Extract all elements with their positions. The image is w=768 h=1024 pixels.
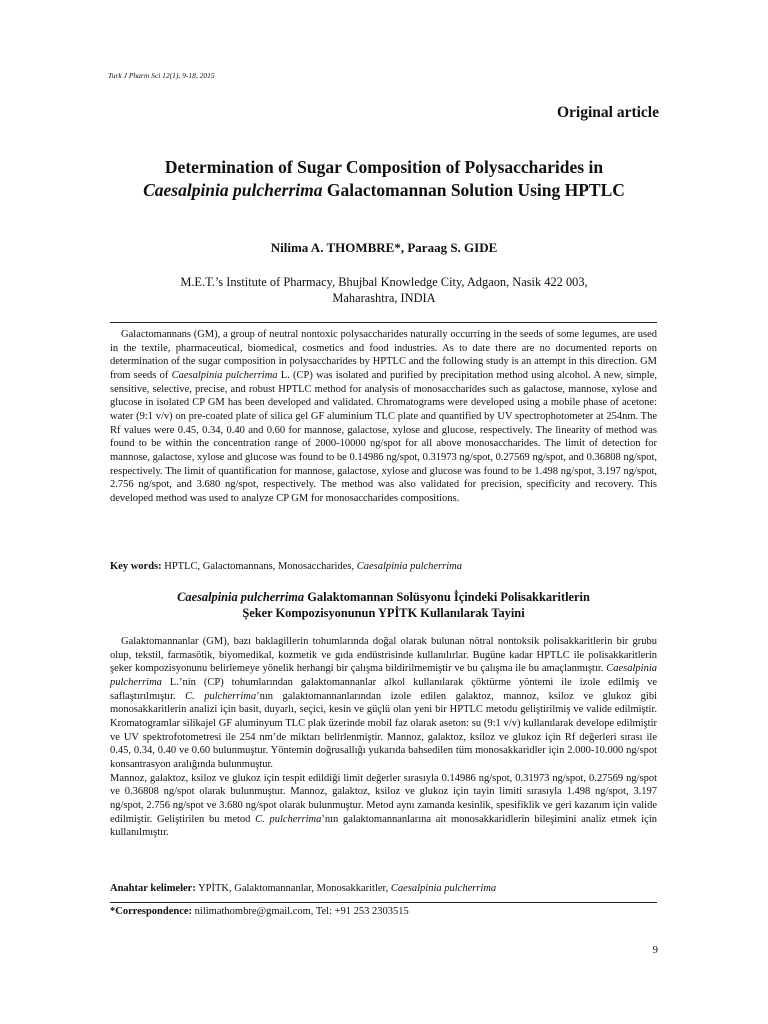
abstract-text-1: Galactomannans (GM), a group of neutral nontoxic polysaccharides naturally occurring in the seeds of some legumes, are used in the textile, pharmaceutical, biomedical, cosmetics and food industries. As to date there are no documented reports on determination of the sugar composition in polysaccharides by HPTLC and the following study is an attempt in this direction. GM from seeds of	[110, 329, 657, 381]
title-species: Caesalpinia pulcherrima	[143, 180, 323, 200]
turkish-keywords-label: Anahtar kelimeler:	[110, 883, 196, 894]
turkish-abstract-species-1: Caesalpinia pulcherrima	[110, 663, 657, 688]
turkish-abstract-paragraph-1	[110, 635, 657, 772]
journal-reference: Turk J Pharm Sci 12(1), 9-18, 2015	[108, 71, 215, 80]
turkish-title-line-1: Galaktomannan Solüsyonu İçindeki Polisakkaritlerin	[304, 590, 590, 604]
english-keywords	[110, 561, 657, 572]
article-type-label: Original article	[556, 104, 659, 121]
abstract-paragraph	[110, 328, 657, 506]
keywords-species: Caesalpinia pulcherrima	[356, 561, 462, 572]
english-abstract	[110, 328, 657, 506]
author-affiliation: M.E.T.’s Institute of Pharmacy, Bhujbal Knowledge City, Adgaon, Nasik 422 003, Maharashtra, INDIA	[180, 275, 588, 305]
turkish-abstract-species-3: C. pulcherrima	[255, 813, 322, 825]
turkish-abstract-text-3: ’nın galaktomannanlarından izole edilen galaktoz, mannoz, ksiloz ve glukoz gibi monosakkaritlerin analizi için basit, duyarlı, seçici, kesin ve güçlü olan yeni bir HPTLC metodu geliştirilmiş ve valide edilmiştir. Kromatogramlar silikajel GF aluminyum TLC plak üzerinde mobil faz olarak aseton: su (9:1 v/v) kullanılarak develope edilmiştir ve UV spektrofotometresi ile 254 nm’de miktarı belirlenmiştir. Mannoz, galaktoz, ksiloz ve glukoz için Rf değerleri sırası ile 0.45, 0.34, 0.40 ve 0.60 bulunmuştur. Yöntemin doğrusallığı yukarıda bahsedilen tüm monosakkaridler için 2.000-10.000 ng/spot konsantrasyon aralığında bulunmuştur.	[110, 690, 657, 770]
turkish-title-species: Caesalpinia pulcherrima	[177, 590, 305, 604]
abstract-text-2: L. (CP) was isolated and purified by precipitation method using alcohol. A new, simple, sensitive, selective, precise, and robust HPTLC method for analysis of monosaccharides such as galactose, mannose, xylose and glucose in isolated CP GM has been developed and validated. Chromatograms were developed using a mobile phase of acetone: water (9:1 v/v) on pre-coated plate of silica gel GF aluminium TLC plate and quantified by UV spectrophotometer at 254nm. The Rf values were 0.45, 0.34, 0.40 and 0.60 for mannose, galactose, xylose and glucose, respectively. The linearity of method was found to be within the concentration range of 2000-10000 ng/spot for all above monosaccharides. The limit of detection for mannose, galactose, xylose and glucose was found to be 0.14986 ng/spot, 0.31973 ng/spot, 0.27569 ng/spot, and 0.36808 ng/spot, respectively. The limit of quantification for mannose, galactose, xylose and glucose was found to be 1.498 ng/spot, 3.197 ng/spot, 2.756 ng/spot, and 3.680 ng/spot, respectively. The method was also validated for precision, specificity and recovery. This developed method was used to analyze CP GM for monosaccharides compositions.	[110, 369, 657, 504]
turkish-abstract-text-5: ’nın galaktomannanlarına ait monosakkaridlerin bileşimini analiz etmek için kullanılmıştır.	[110, 813, 657, 839]
keywords-label: Key words:	[110, 561, 162, 572]
title-line-1: Determination of Sugar Composition of Polysaccharides in	[164, 157, 604, 177]
turkish-abstract-paragraph-2	[110, 772, 657, 840]
turkish-keywords-text: YPİTK, Galaktomannanlar, Monosakkaritler,	[195, 883, 391, 894]
page-number: 9	[652, 944, 658, 956]
author-list: Nilima A. THOMBRE*, Paraag S. GIDE	[270, 240, 498, 255]
turkish-title	[110, 589, 657, 621]
turkish-abstract-species-2: C. pulcherrima	[185, 690, 257, 702]
footnote-rule	[110, 902, 657, 903]
abstract-species: Caesalpinia pulcherrima	[171, 369, 278, 381]
turkish-abstract	[110, 635, 657, 840]
turkish-abstract-text-4: Mannoz, galaktoz, ksiloz ve glukoz için tespit edildiği limit değerler sırasıyla 0.14986 ng/spot, 0.31973 ng/spot, 0.27569 ng/spot ve 0.36808 ng/spot olarak bulunmuştur. Mannoz, galaktoz, ksiloz ve glukoz için tayin limiti sırasıyla 1.498 ng/spot, 3.197 ng/spot, 2.756 ng/spot ve 3.680 ng/spot olarak bulunmuştur. Metod aynı zamanda kesinlik, spesifiklik ve geri kazanım için valide edilmiştir. Geliştirilen bu metod	[110, 772, 657, 825]
turkish-title-line-2: Şeker Kompozisyonunun YPİTK Kullanılarak Tayini	[242, 606, 525, 620]
turkish-keywords-species: Caesalpinia pulcherrima	[390, 883, 497, 894]
article-title	[96, 156, 672, 202]
correspondence-text: nilimathombre@gmail.com, Tel: +91 253 2303515	[192, 906, 409, 917]
turkish-abstract-text-1: Galaktomannanlar (GM), bazı baklagillerin tohumlarında doğal olarak bulunan nötral nontoksik polisakkaritlerin bir grubu olup, tekstil, farmasötik, biyomedikal, kozmetik ve gıda endüstrisinde kullanılırlar. Bugüne kadar HPTLC ile polisakkaritlerin şeker kompozisyonunu belirlemeye yönelik herhangi bir çalışma bildirilmemiştir ve bu çalışma ile bu amaçlanmıştır.	[110, 636, 657, 675]
turkish-abstract-text-2: L.’nin (CP) tohumlarından galaktomannanlar alkol kullanılarak çöktürme yöntemi ile izole edilmiş ve saflaştırılmıştır.	[110, 676, 657, 702]
correspondence-footnote	[110, 906, 657, 917]
correspondence-label: *Correspondence:	[110, 906, 193, 917]
keywords-text: HPTLC, Galactomannans, Monosaccharides,	[161, 561, 357, 572]
title-line-2: Galactomannan Solution Using HPTLC	[322, 180, 625, 200]
abstract-top-rule	[110, 322, 657, 323]
turkish-keywords	[110, 883, 657, 894]
